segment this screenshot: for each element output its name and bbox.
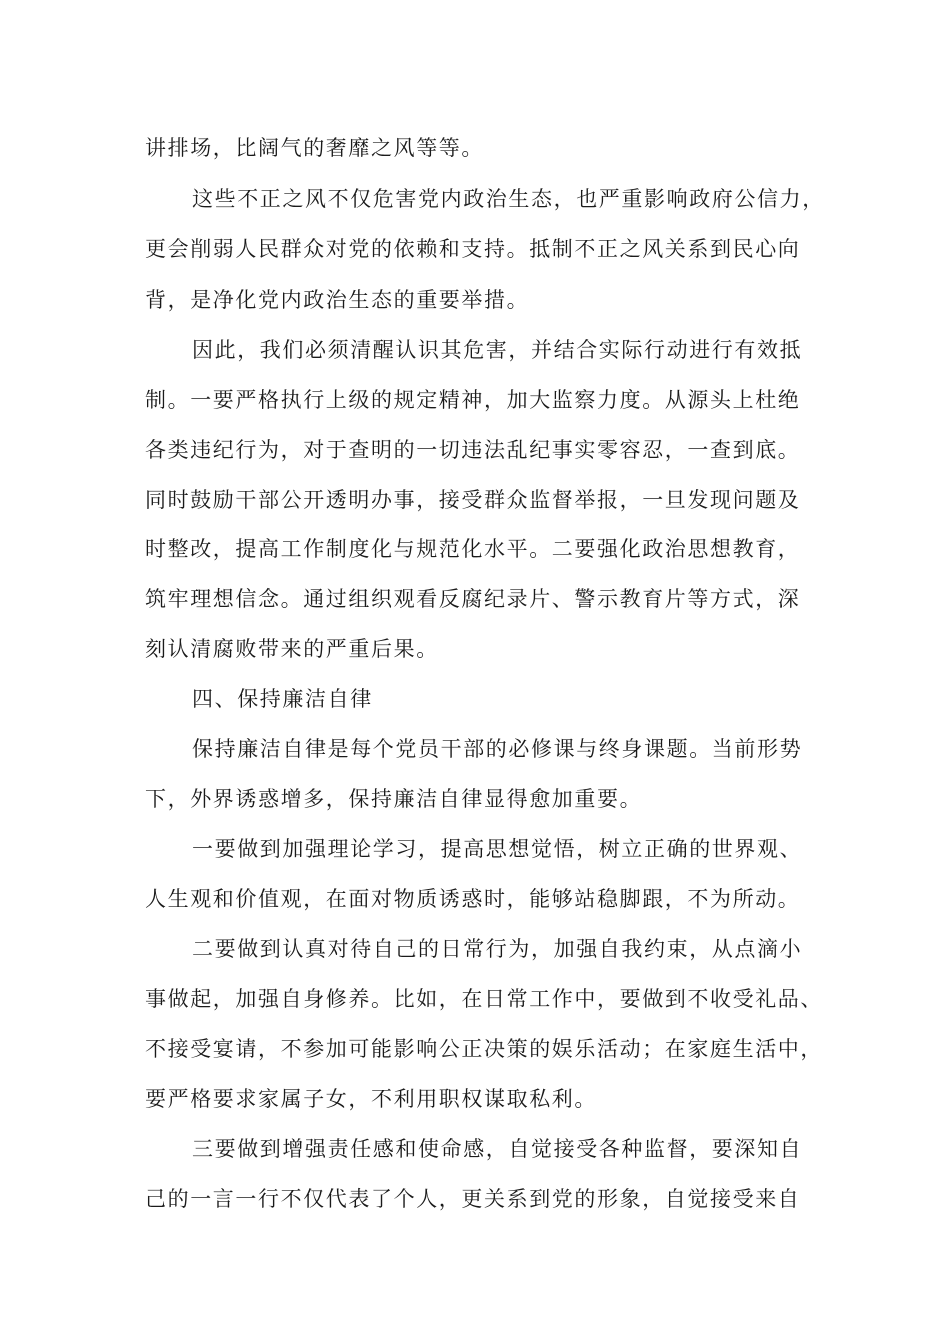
text-line: 己的一言一行不仅代表了个人，更关系到党的形象，自觉接受来自	[145, 1187, 801, 1211]
text-line: 背，是净化党内政治生态的重要举措。	[145, 288, 530, 312]
text-line: 筑牢理想信念。通过组织观看反腐纪录片、警示教育片等方式，深	[145, 587, 801, 611]
paragraph-start-line: 一要做到加强理论学习，提高思想觉悟，树立正确的世界观、	[192, 837, 803, 861]
paragraph-start-line: 保持廉洁自律是每个党员干部的必修课与终身课题。当前形势	[192, 737, 803, 761]
text-line: 讲排场，比阔气的奢靡之风等等。	[145, 136, 484, 160]
paragraph-start-line: 因此，我们必须清醒认识其危害，并结合实际行动进行有效抵	[192, 338, 803, 362]
text-line: 下，外界诱惑增多，保持廉洁自律显得愈加重要。	[145, 787, 643, 811]
text-line: 不接受宴请，不参加可能影响公正决策的娱乐活动；在家庭生活中，	[145, 1037, 823, 1061]
paragraph-start-line: 三要做到增强责任感和使命感，自觉接受各种监督，要深知自	[192, 1137, 803, 1161]
text-line: 刻认清腐败带来的严重后果。	[145, 637, 439, 661]
text-line: 同时鼓励干部公开透明办事，接受群众监督举报，一旦发现问题及	[145, 488, 801, 512]
text-line: 各类违纪行为，对于查明的一切违法乱纪事实零容忍，一查到底。	[145, 438, 801, 462]
paragraph-start-line: 这些不正之风不仅危害党内政治生态，也严重影响政府公信力，	[192, 187, 825, 211]
text-line: 要严格要求家属子女，不利用职权谋取私利。	[145, 1087, 597, 1111]
paragraph-start-line: 二要做到认真对待自己的日常行为，加强自我约束，从点滴小	[192, 937, 803, 961]
section-heading: 四、保持廉洁自律	[192, 687, 373, 711]
text-line: 人生观和价值观，在面对物质诱惑时，能够站稳脚跟，不为所动。	[145, 887, 801, 911]
text-line: 事做起，加强自身修养。比如，在日常工作中，要做到不收受礼品、	[145, 987, 823, 1011]
text-line: 时整改，提高工作制度化与规范化水平。二要强化政治思想教育，	[145, 537, 801, 561]
text-line: 更会削弱人民群众对党的依赖和支持。抵制不正之风关系到民心向	[145, 237, 801, 261]
text-line: 制。一要严格执行上级的规定精神，加大监察力度。从源头上杜绝	[145, 388, 801, 412]
